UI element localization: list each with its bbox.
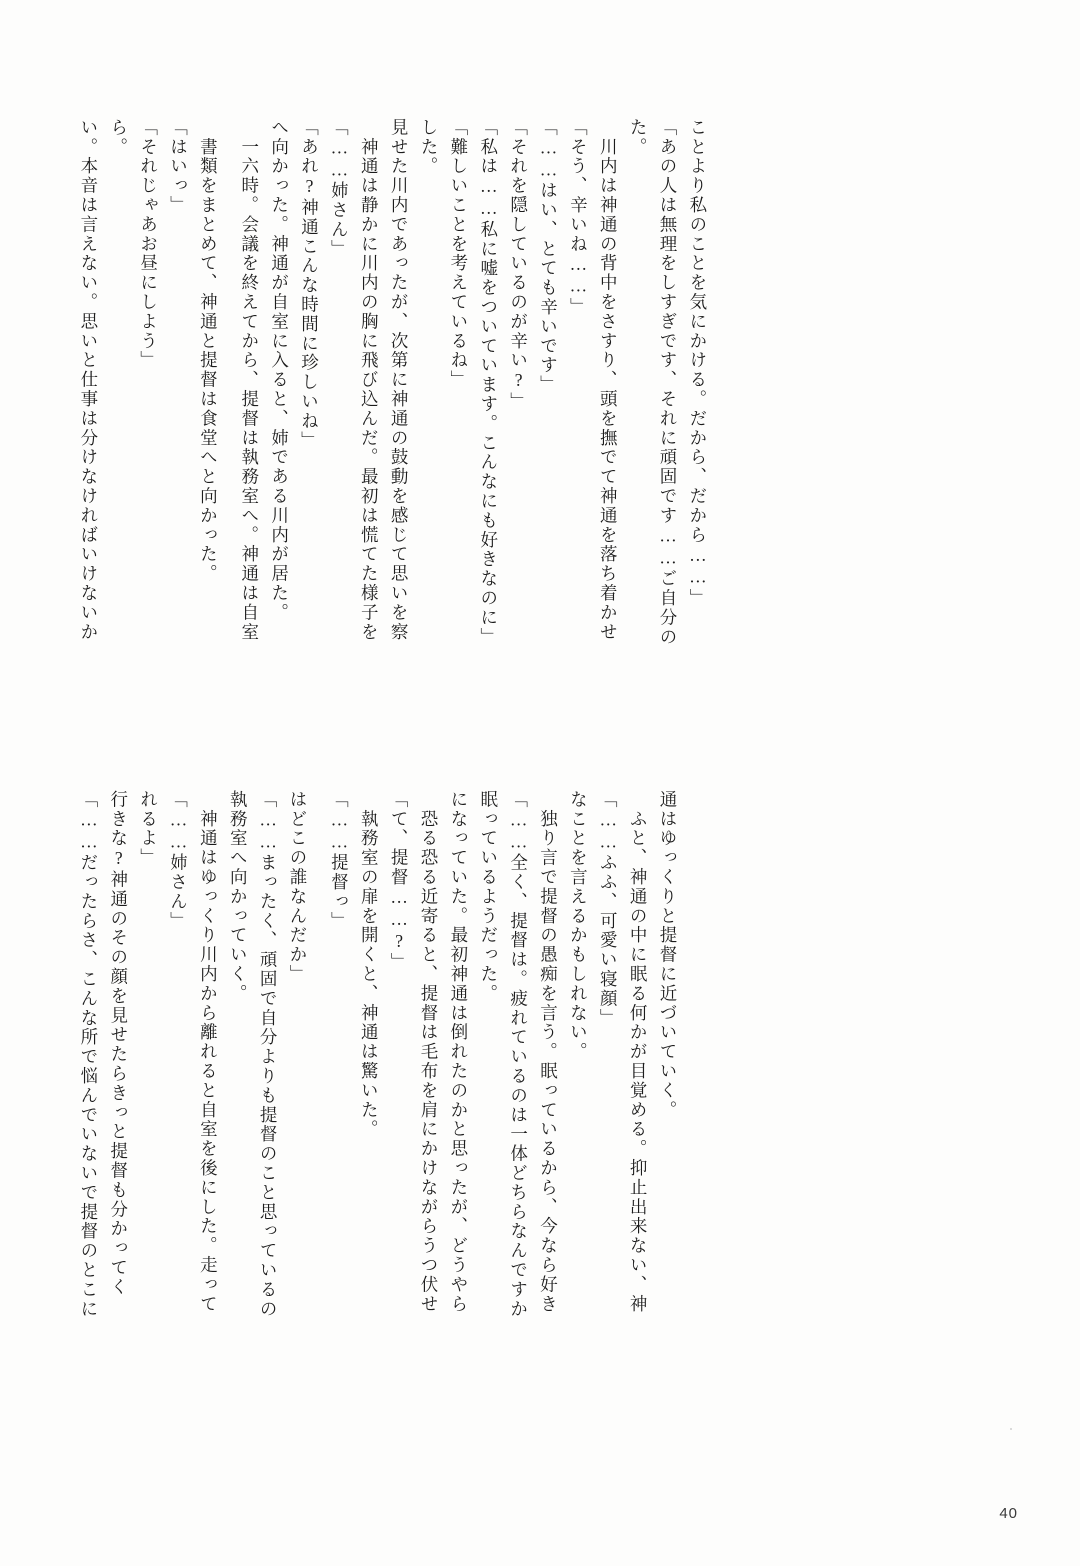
text-column: 執務室へ向かっていく。 xyxy=(228,790,249,1004)
text-block-left xyxy=(68,790,689,1490)
text-column: 「……はい、とても辛いです」 xyxy=(538,118,559,395)
text-column: 恐る恐る近寄ると、提督は毛布を肩にかけながらうつ伏せ xyxy=(419,790,439,1314)
text-column: 眠っているようだった。 xyxy=(478,790,499,1004)
text-column: 「それじゃあお昼にしよう」 xyxy=(138,118,159,371)
text-column: 一六時。会議を終えてから、提督は執務室へ。神通は自室 xyxy=(239,118,260,642)
text-column: 「……だったらさ、こんな所で悩んでいないで提督のとこに xyxy=(78,790,99,1319)
text-column: 「難しいことを考えているね」 xyxy=(448,118,469,390)
text-column: 「……姉さん」 xyxy=(329,118,350,259)
text-column: になっていた。最初神通は倒れたのかと思ったが、どうやら xyxy=(448,790,469,1314)
text-column: はどこの誰なんだか」 xyxy=(288,790,308,984)
body-text-area-lower xyxy=(68,790,1008,1490)
text-column: 「そう、辛いね……」 xyxy=(568,118,589,317)
text-column: 書類をまとめて、神通と提督は食堂へと向かった。 xyxy=(198,118,219,584)
text-column: 神通はゆっくり川内から離れると自室を後にした。走って xyxy=(198,790,219,1314)
text-column: 「私は……私に嘘をついています。こんなにも好きなのに」 xyxy=(478,118,499,647)
text-column: 「あの人は無理をしすぎです、それに頑固です……ご自分の xyxy=(658,118,678,647)
text-column: 「……提督っ」 xyxy=(329,790,350,931)
text-column: い。本音は言えない。思いと仕事は分けなければいけないか xyxy=(78,118,99,642)
text-column: た。 xyxy=(628,118,649,157)
text-column: 「……ふふ、可愛い寝顔」 xyxy=(598,790,619,1028)
text-column: へ向かった。神通が自室に入ると、姉である川内が居た。 xyxy=(269,118,290,623)
paper-speck xyxy=(1010,1428,1012,1430)
text-column: 神通は静かに川内の胸に飛び込んだ。最初は慌てた様子を xyxy=(359,118,380,642)
text-block-right xyxy=(68,118,707,788)
text-column: 行きな?神通のその顔を見せたらきっと提督も分かってく xyxy=(108,790,129,1297)
text-column: 執務室の扉を開くと、神通は驚いた。 xyxy=(359,790,380,1140)
text-column: した。 xyxy=(419,118,439,177)
text-column: なことを言えるかもしれない。 xyxy=(568,790,589,1062)
text-column: 「……姉さん」 xyxy=(168,790,189,931)
text-column: 「はいっ」 xyxy=(168,118,189,215)
text-column: 見せた川内であったが、次第に神通の鼓動を感じて思いを察 xyxy=(389,118,410,642)
text-column: 「あれ?神通こんな時間に珍しいね」 xyxy=(299,118,320,451)
text-column: 「……まったく、頑固で自分よりも提督のこと思っているの xyxy=(258,790,279,1319)
text-column: 川内は神通の背中をさすり、頭を撫でて神通を落ち着かせ xyxy=(598,118,619,642)
text-column: れるよ」 xyxy=(138,790,159,868)
text-column: 独り言で提督の愚痴を言う。眠っているから、今なら好き xyxy=(538,790,559,1314)
text-column-blank: 通はゆっくりと提督に近づいていく。 xyxy=(658,790,678,1120)
text-column: ら。 xyxy=(108,118,129,157)
text-column: ことより私のことを気にかける。だから、だから……」 xyxy=(687,118,708,608)
text-column: ふと、神通の中に眠る何かが目覚める。抑止出来ない、神 xyxy=(628,790,649,1314)
text-column: 「て、提督……?」 xyxy=(389,790,410,973)
page-number: 40 xyxy=(999,1505,1018,1522)
text-column: 「……全く、提督は。疲れているのは一体どちらなんですか xyxy=(508,790,529,1319)
text-column: 「それを隠しているのが辛い?」 xyxy=(508,118,529,412)
